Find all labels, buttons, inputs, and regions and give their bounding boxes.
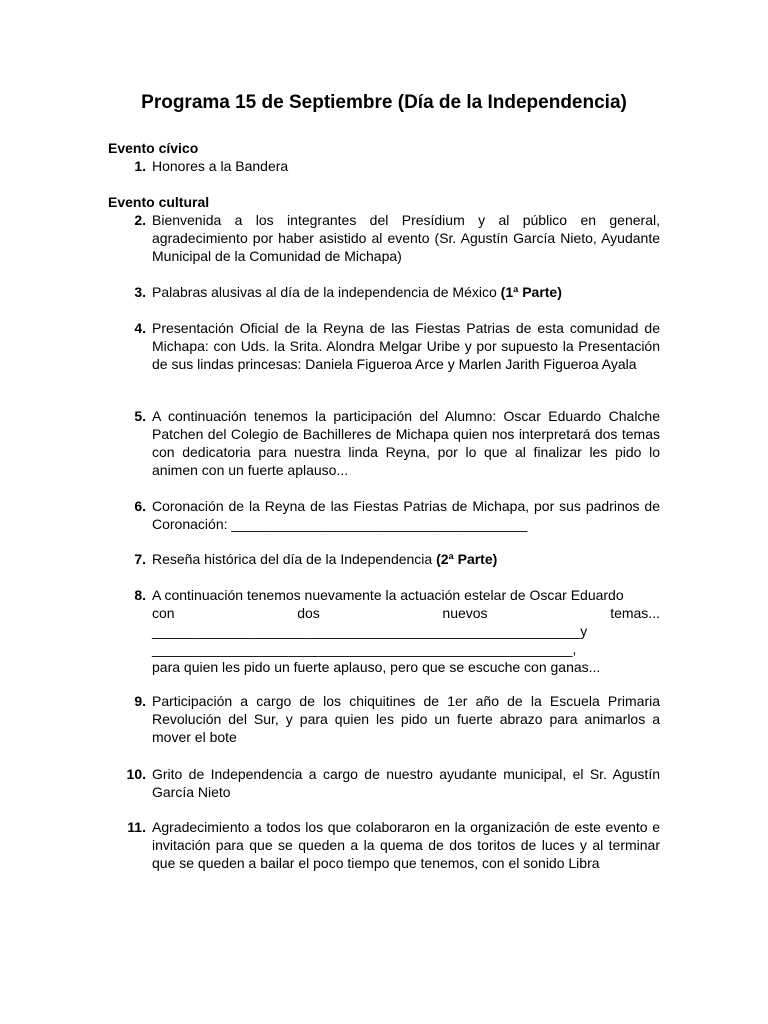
- item-text: [152, 586, 660, 676]
- word: temas...: [610, 605, 660, 621]
- item-8-line-1: A continuación tenemos nuevamente la actuación estelar de Oscar Eduardo: [152, 587, 624, 603]
- list-item-3: [108, 283, 660, 301]
- list-item-9: [108, 692, 660, 746]
- list-item-7: [108, 550, 660, 568]
- word: dos: [297, 605, 320, 621]
- word: nuevos: [442, 605, 488, 621]
- word: con: [152, 605, 175, 621]
- list-item-2: [108, 211, 660, 265]
- item-number: 5.: [134, 408, 146, 424]
- item-text: [152, 550, 660, 568]
- item-number: 11.: [127, 819, 146, 835]
- item-text: A continuación tenemos la participación del Alumno: Oscar Eduardo Chalche Patchen del Colegio de Bachilleres de Michapa quien nos interpretará dos temas con dedicatoria para nuestra linda Reyna, por lo que al finalizar les pido lo animen con un fuerte aplauso...: [152, 408, 660, 478]
- item-8-line-2: [152, 604, 660, 622]
- item-number: 6.: [134, 498, 146, 514]
- item-number: 7.: [134, 551, 146, 567]
- item-number: 4.: [134, 320, 146, 336]
- page-title: Programa 15 de Septiembre (Día de la Independencia): [141, 92, 627, 113]
- item-number: 10.: [126, 766, 146, 782]
- list-item-10: [108, 765, 660, 801]
- item-text: Grito de Independencia a cargo de nuestro ayudante municipal, el Sr. Agustín García Nieto: [152, 766, 660, 800]
- item-number: 1.: [134, 158, 146, 174]
- item-number: 9.: [134, 693, 146, 709]
- list-item-11: [108, 818, 660, 872]
- item-text: Bienvenida a los integrantes del Presídium y al público en general, agradecimiento por haber asistido al evento (Sr. Agustín García Nieto, Ayudante Municipal de la Comunidad de Michapa): [152, 212, 660, 264]
- item-8-line-4: ______________________________________________________,: [152, 641, 577, 657]
- item-text: [152, 497, 660, 533]
- item-text: Agradecimiento a todos los que colaboraron en la organización de este evento e invitación para que se queden a la quema de dos toritos de luces y al terminar que se queden a bailar el poco tiempo que tenemos, con el sonido Libra: [152, 819, 660, 871]
- section-heading-civico: Evento cívico: [108, 140, 199, 156]
- list-item-1: [108, 157, 660, 175]
- list-item-8: [108, 586, 660, 676]
- item-8-line-5: para quien les pido un fuerte aplauso, pero que se escuche con ganas...: [152, 659, 601, 675]
- item-text: [152, 283, 660, 301]
- item-text-bold: (1ª Parte): [500, 284, 562, 300]
- item-text-plain: Reseña histórica del día de la Independencia: [152, 551, 437, 567]
- item-text-plain: Palabras alusivas al día de la independencia de México: [152, 284, 501, 300]
- item-text-bold: (2ª Parte): [436, 551, 498, 567]
- item-number: 8.: [134, 587, 146, 603]
- list-item-6: [108, 497, 660, 533]
- item-8-line-3: _______________________________________________________y: [152, 623, 588, 639]
- padrinos-blank: ______________________________________: [231, 516, 528, 532]
- item-text-plain: Coronación de la Reyna de las Fiestas Patrias de Michapa, por sus padrinos de Coronación:: [152, 498, 660, 532]
- item-number: 2.: [134, 212, 146, 228]
- item-number: 3.: [134, 284, 146, 300]
- item-text: Honores a la Bandera: [152, 158, 289, 174]
- item-text: Participación a cargo de los chiquitines de 1er año de la Escuela Primaria Revolución del Sur, y para quien les pido un fuerte abrazo para animarlos a mover el bote: [152, 693, 660, 745]
- item-text: Presentación Oficial de la Reyna de las Fiestas Patrias de esta comunidad de Michapa: con Uds. la Srita. Alondra Melgar Uribe y por supuesto la Presentación de sus lindas princesas: Daniela Figueroa Arce y Marlen Jarith Figueroa Ayala: [152, 320, 660, 372]
- list-item-4: [108, 319, 660, 373]
- list-item-5: [108, 407, 660, 479]
- section-heading-cultural: Evento cultural: [108, 194, 210, 210]
